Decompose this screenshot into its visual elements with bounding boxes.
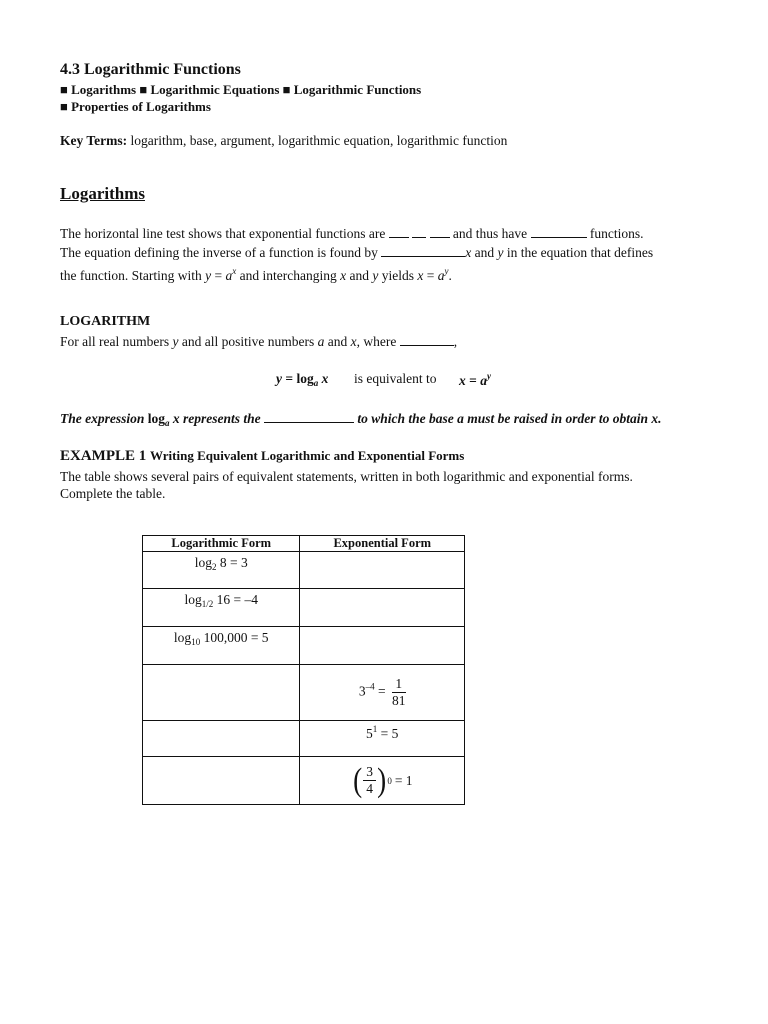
log-cell-empty[interactable] (143, 721, 300, 757)
page-title: 4.3 Logarithmic Functions (60, 61, 241, 78)
exp-cell: ( $\frac{3}{4}$ ) 0 = 1 (300, 757, 465, 805)
header-exp-form: Exponential Form (300, 536, 465, 552)
table-row (143, 721, 465, 757)
logarithm-definition-line: For all real numbers y and all positive numbers a and x, where , (60, 334, 458, 349)
header-log-form: Logarithmic Form (143, 536, 300, 552)
logarithm-definition-heading: LOGARITHM (60, 314, 151, 329)
example-title: Writing Equivalent Logarithmic and Exponential Forms (150, 448, 465, 463)
log-cell: $\log_{1/2} 16 = -4$ (143, 589, 300, 627)
example-heading (60, 448, 464, 465)
blank (531, 225, 587, 238)
exp-cell: $3^{-4}$ = $\frac{1}{81}$ (300, 665, 465, 721)
key-terms-list: logarithm, base, argument, logarithmic equation, logarithmic function (130, 133, 508, 148)
paragraph-line-3: the function. Starting with $y = a^x$ and interchanging x and y yields $x = a^y$. (60, 266, 452, 283)
exp-cell-empty[interactable] (300, 589, 465, 627)
expression-statement: The expression $\log_a x$ represents the to which the base a must be raised in order to obtain x. (60, 411, 662, 428)
blank (430, 225, 450, 238)
logarithms-heading: Logarithms (60, 184, 145, 203)
table-row (143, 627, 465, 665)
exp-cell-empty[interactable] (300, 627, 465, 665)
topics-line-1: ■ Logarithms ■ Logarithmic Equations ■ Logarithmic Functions (60, 82, 422, 97)
key-terms-label: Key Terms: (60, 133, 128, 148)
blank (400, 333, 454, 346)
example-label: EXAMPLE 1 (60, 448, 147, 464)
blank (381, 244, 465, 257)
blank (264, 410, 354, 423)
exp-cell-empty[interactable] (300, 552, 465, 589)
log-exp-table (142, 535, 465, 805)
log-cell: $\log_{10} 100,000 = 5$ (143, 627, 300, 665)
table-row (143, 552, 465, 589)
exp-cell: $5^1 = 5$ (300, 721, 465, 757)
example-description: The table shows several pairs of equivalent statements, written in both logarithmic and exponential forms. Complete the table. (60, 469, 633, 501)
log-formula: $y = \log_a x$ (276, 371, 329, 388)
log-cell: $\log_2 8 = 3$ (143, 552, 300, 589)
paragraph-line-2: The equation defining the inverse of a function is found by x and y in the equation that defines (60, 245, 654, 260)
key-terms (60, 133, 507, 149)
table-header-row (143, 536, 465, 552)
exp-formula: $x = a^y$ (459, 371, 491, 388)
log-cell-empty[interactable] (143, 665, 300, 721)
blank (412, 225, 426, 238)
table-row (143, 589, 465, 627)
log-cell-empty[interactable] (143, 757, 300, 805)
logarithms-paragraph (60, 224, 720, 285)
paragraph-line-1: The horizontal line test shows that exponential functions are and thus have functions. (60, 226, 644, 241)
blank (389, 225, 409, 238)
equivalence-text: is equivalent to (354, 371, 437, 386)
table-row (143, 665, 465, 721)
topics-line-2: ■ Properties of Logarithms (60, 99, 211, 114)
table-row (143, 757, 465, 805)
